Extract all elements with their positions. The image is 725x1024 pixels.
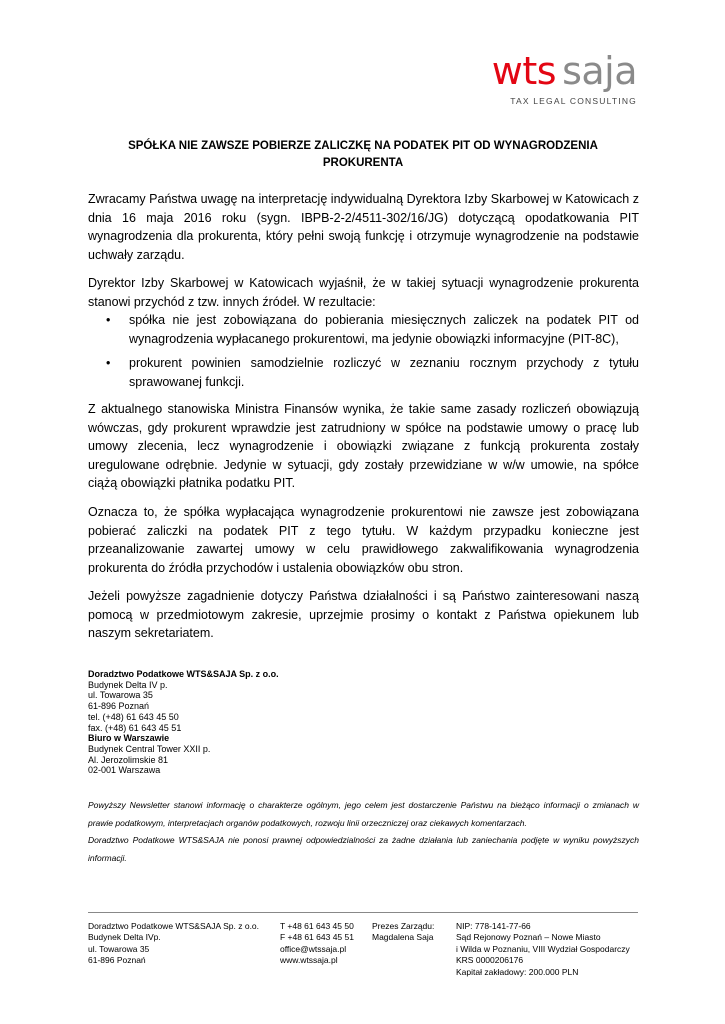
footer-line: 61-896 Poznań	[88, 955, 146, 966]
footer-divider	[88, 912, 638, 913]
contact-tel: tel. (+48) 61 643 45 50	[88, 711, 179, 722]
logo-wordmark	[491, 49, 637, 93]
paragraph-contact-request: Jeżeli powyższe zagadnienie dotyczy Państwa działalności i są Państwo zainteresowani naszą pomocą w przedmiotowym zakresie, uprzejmie prosimy o kontakt z Państwa opiekunem lub naszym sekretariatem.	[88, 589, 639, 641]
footer-line: Doradztwo Podatkowe WTS&SAJA Sp. z o.o.	[88, 921, 260, 931]
paragraph-explanation: Dyrektor Izby Skarbowej w Katowicach wyjaśnił, że w takiej sytuacji wynagrodzenie prokurenta stanowi przychód z tzw. innych źródeł. W rezultacie:	[88, 276, 639, 309]
footer-line: Sąd Rejonowy Poznań – Nowe Miasto	[456, 932, 601, 943]
contact-building: Budynek Delta IV p.	[88, 679, 168, 690]
footer-line: NIP: 778-141-77-66	[456, 921, 531, 931]
paragraph-ministry-position: Z aktualnego stanowiska Ministra Finansów wynika, że takie same zasady rozliczeń obowiązują wówczas, gdy prokurent wprawdzie jest zatrudniony w spółce na podstawie umowy o pracę lub umowy zlecenia, lecz wynagrodzenie i obowiązki związane z funkcją prokurenta zostały uregulowane odrębnie. Jedynie w sytuacji, gdy zostały przewidziane w w/w umowie, na spółce ciążą obowiązki płatnika podatku PIT.	[88, 402, 639, 491]
footer-company-column	[88, 921, 259, 967]
bullet-text: spółka nie jest zobowiązana do pobierania miesięcznych zaliczek na podatek PIT od wynagrodzenia wypłacanego prokurentowi, ma jedynie obowiązki informacyjne (PIT-8C),	[129, 313, 639, 346]
logo-tagline: TAX LEGAL CONSULTING	[510, 96, 637, 106]
footer-line: Budynek Delta IVp.	[88, 932, 161, 943]
document-title	[88, 138, 638, 172]
contact-city: 61-896 Poznań	[88, 701, 150, 712]
contact-fax: fax. (+48) 61 643 45 51	[88, 722, 182, 733]
title-line-1: SPÓŁKA NIE ZAWSZE POBIERZE ZALICZKĘ NA PODATEK PIT OD WYNAGRODZENIA	[128, 140, 598, 152]
contact-company: Doradztwo Podatkowe WTS&SAJA Sp. z o.o.	[88, 669, 279, 679]
contact-office-building: Budynek Central Tower XXII p.	[88, 743, 211, 754]
footer-board-column	[372, 921, 434, 944]
title-line-2: PROKURENTA	[322, 157, 404, 169]
footer-line: KRS 0000206176	[456, 955, 524, 966]
bullet-text: prokurent powinien samodzielnie rozliczyć w zeznaniu rocznym przychody z tytułu sprawowanej funkcji.	[129, 356, 639, 389]
contact-block	[88, 669, 279, 776]
bullet-marker: •	[106, 356, 111, 371]
footer-line: i Wilda w Poznaniu, VIII Wydział Gospodarczy	[456, 943, 630, 954]
logo-saja: saja	[562, 49, 637, 93]
footer-contact-column	[280, 921, 354, 967]
paragraph-intro: Zwracamy Państwa uwagę na interpretację indywidualną Dyrektora Izby Skarbowej w Katowicach z dnia 16 maja 2016 roku (sygn. IBPB-2-2/4511-302/16/JG) dotyczącą opodatkowania PIT wynagrodzenia dla prokurenta, który pełni swoją funkcję i otrzymuje wynagrodzenie na podstawie uchwały zarządu.	[88, 192, 639, 262]
contact-office-street: Al. Jerozolimskie 81	[88, 754, 169, 765]
disclaimer-note	[88, 797, 639, 867]
paragraph-conclusion: Oznacza to, że spółka wypłacająca wynagrodzenie prokurentowi nie zawsze jest zobowiązana pobierać zaliczki na podatek PIT z tego tytułu. W każdym przypadku konieczne jest przeanalizowanie zawartej umowy w celu prawidłowego zakwalifikowania wynagrodzenia prokurenta do źródła przychodów i ustalenia obowiązków obu stron.	[88, 505, 639, 575]
bullet-list	[88, 311, 639, 397]
company-logo	[491, 49, 637, 106]
footer-line: Magdalena Saja	[372, 932, 434, 943]
contact-office-city: 02-001 Warszawa	[88, 765, 161, 776]
disclaimer-line-1: Powyższy Newsletter stanowi informację o charakterze ogólnym, jego celem jest dostarczenie Państwu na bieżąco informacji o zmianach w prawie podatkowym, interpretacjach organów podatkowych, rozwoju linii orzeczniczej oraz ciekawych komentarzach.	[88, 800, 639, 828]
footer-line: Kapitał zakładowy: 200.000 PLN	[456, 966, 579, 977]
footer-phone: T +48 61 643 45 50	[280, 921, 354, 931]
bullet-item	[88, 311, 639, 348]
contact-office-title: Biuro w Warszawie	[88, 733, 170, 744]
disclaimer-line-2: Doradztwo Podatkowe WTS&SAJA nie ponosi prawnej odpowiedzialności za żadne działania lub zaniechania podjęte w wyniku powyższych informacji.	[88, 835, 639, 863]
footer-line: ul. Towarowa 35	[88, 943, 150, 954]
footer-fax: F +48 61 643 45 51	[280, 932, 354, 943]
footer-line: Prezes Zarządu:	[372, 921, 435, 931]
bullet-marker: •	[106, 313, 111, 327]
contact-street: ul. Towarowa 35	[88, 690, 153, 701]
logo-wts: wts	[491, 49, 557, 93]
footer-registry-column	[456, 921, 630, 978]
footer-website-link[interactable]: www.wtssaja.pl	[280, 955, 338, 966]
bullet-item	[88, 354, 639, 391]
footer-email-link[interactable]: office@wtssaja.pl	[280, 943, 347, 954]
